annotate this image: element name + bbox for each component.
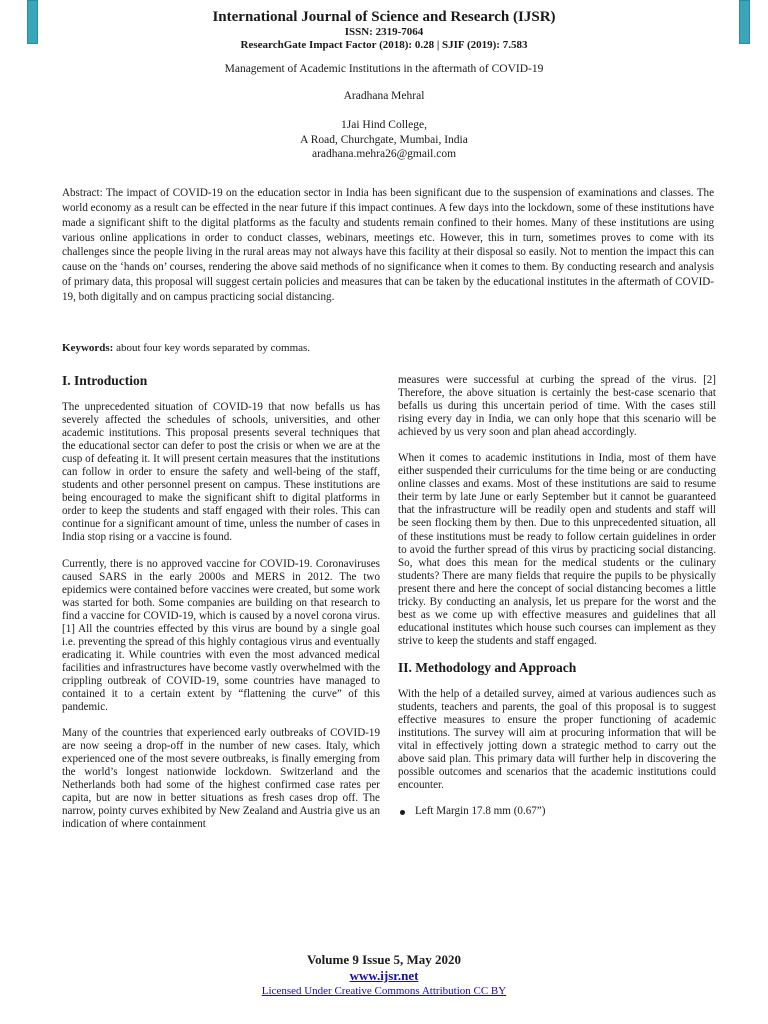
affiliation-college: 1Jai Hind College,: [341, 119, 427, 131]
outbreaks-paragraph: Many of the countries that experienced early outbreaks of COVID-19 are now seeing a drop-off in the number of new cases. Italy, which experienced one of the most severe outbreaks, is finally emerging from the world’s longest nationwide lockdown. Switzerland and the Netherlands both had some of the highest confirmed case rates per capita, but are now in better situations as fresh cases drop off. The narrow, pointy curves exhibited by New Zealand and Austria give us an indication of where containment: [62, 727, 380, 831]
left-column: [62, 373, 380, 844]
keywords-label: Keywords:: [62, 342, 114, 354]
issn: ISSN: 2319-7064: [344, 26, 424, 38]
impact-factor: ResearchGate Impact Factor (2018): 0.28 | SJIF (2019): 7.583: [240, 39, 528, 51]
bullet-text: Left Margin 17.8 mm (0.67”): [415, 805, 546, 818]
containment-paragraph: measures were successful at curbing the spread of the virus. [2] Therefore, the above situation is certainly the best-case scenario that befalls us during this uncertain period of time. With the cases still rising every day in India, we can only hope that this scenario will be achieved by us very soon and plan ahead accordingly.: [398, 374, 716, 439]
section-heading-methodology: II. Methodology and Approach: [398, 659, 577, 675]
journal-title: International Journal of Science and Research (IJSR): [212, 9, 556, 25]
journal-header: [0, 8, 768, 52]
methodology-paragraph: With the help of a detailed survey, aimed at various audiences such as students, teachers and parents, the goal of this proposal is to suggest effective measures to ensure the proper functioning of academic institutions. The survey will aim at procuring information that will be vital in effectively jotting down a strategic method to carry out the above said plan. This primary data will further help in discovering the possible outcomes and scenarios that the academic institutions could encounter.: [398, 687, 716, 792]
bullet-item: [398, 805, 716, 818]
author-email[interactable]: aradhana.mehra26@gmail.com: [311, 148, 457, 160]
journal-footer: [0, 952, 768, 998]
section-heading-introduction: I. Introduction: [62, 373, 148, 388]
license-link[interactable]: Licensed Under Creative Commons Attribution CC BY: [261, 985, 507, 997]
author-affiliation: [0, 118, 768, 162]
right-column: [398, 374, 716, 818]
institutions-paragraph: When it comes to academic institutions in India, most of them have either suspended their curriculums for the time being or are conducting online classes and exams. Most of these institutions are said to resume their term by late June or early September but it cannot be guaranteed that the infrastructure will be readily open and students and staff will be seen flocking them by then. Due to this unprecedented situation, all of these institutions must be ready to follow certain guidelines in order to avoid the further spread of this virus by practicing social distancing. So, what does this mean for the medical students or the culinary students? There are many fields that require the pupils to be physically present there and here the concept of social distancing becomes a little tricky. By conducting an analysis, let us prepare for the worst and the best as we come up with effective measures and guidelines that all educational institutes which house such courses can implement as they strive to keep the students and staff engaged.: [398, 452, 716, 647]
author-name: Aradhana Mehral: [343, 90, 425, 102]
keywords: [62, 341, 714, 355]
vaccine-paragraph: Currently, there is no approved vaccine for COVID-19. Coronaviruses caused SARS in the early 2000s and MERS in 2012. The two epidemics were contained before vaccines were created, but some work was started for both. Some companies are building on that research to find a vaccine for COVID-19, which is caused by a novel corona virus. [1] All the countries effected by this virus are bound by a single goal i.e. preventing the spread of this highly contagious virus and eventually eradicating it. While countries with even the most advanced medical facilities and infrastructures have become vastly overwhelmed with the crippling outbreak of COVID-19, some countries have managed to contained it to a certain extent by “flattening the curve” of this pandemic.: [62, 557, 380, 714]
keywords-text: about four key words separated by commas.: [116, 342, 311, 354]
affiliation-address: A Road, Churchgate, Mumbai, India: [300, 133, 468, 146]
abstract: Abstract: The impact of COVID-19 on the education sector in India has been significant due to the suspension of examinations and classes. The world economy as a result can be effected in the near future if this impact continues. A few days into the lockdown, some of these institutions have made a significant shift to the digital platforms as the faculty and students remain confined to their homes. Many of these institutions are using various online applications in order to conduct classes, webinars, meetings etc. However, this in turn, sometimes proves to come with its challenges since the people living in the rural areas may not always have this facility at their disposal so easily. Not to mention the impact this can cause on the ‘hands on’ courses, rendering the above said methods of no significance when it comes to them. By conducting research and analysis of primary data, this proposal will suggest certain policies and measures that can be taken by the educational institutes in the aftermath of COVID-19, both digitally and on campus practicing social distancing.: [62, 187, 714, 303]
paper-title: Management of Academic Institutions in the aftermath of COVID-19: [224, 63, 544, 75]
intro-paragraph: The unprecedented situation of COVID-19 that now befalls us has severely affected the schedules of schools, universities, and other academic institutions. This proposal presents several techniques that the educational sector can defer to post the crisis or when we are at the cusp of defeating it. It will present certain measures that the institutions can follow in order to ensure the safety and well-being of the staff, students and other personnel present on campus. These institutions are being encouraged to make the significant shift to digital platforms in order to keep the students and staff engaged with their roles. This can continue for a significant amount of time, unless the number of cases in India stop rising or a vaccine is found.: [62, 401, 380, 544]
volume-issue: Volume 9 Issue 5, May 2020: [306, 952, 462, 967]
journal-website-link[interactable]: www.ijsr.net: [349, 968, 419, 983]
bullet-icon: [400, 810, 405, 815]
